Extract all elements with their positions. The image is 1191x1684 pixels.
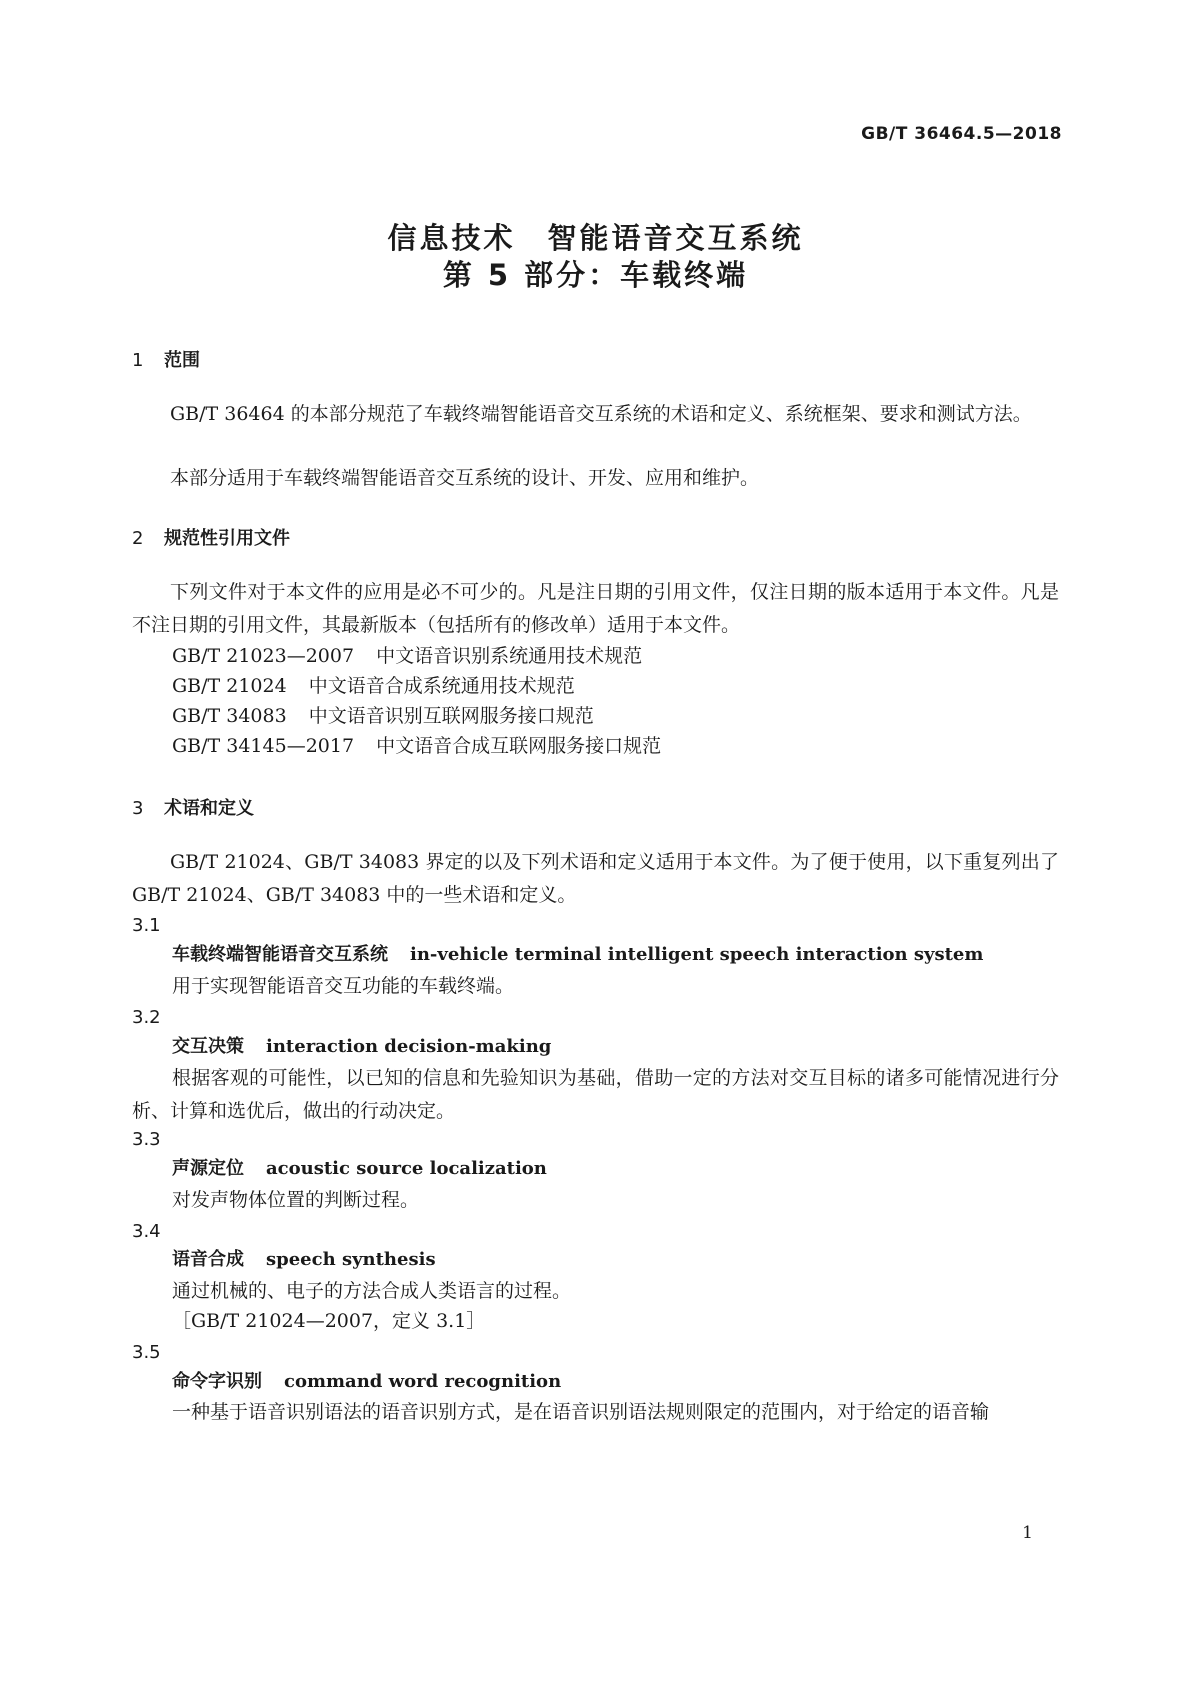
term-definition: 一种基于语音识别语法的语音识别方式，是在语音识别语法规则限定的范围内，对于给定的语音输 — [172, 1401, 990, 1423]
section-2-paragraph-1: 下列文件对于本文件的应用是必不可少的。凡是注日期的引用文件，仅注日期的版本适用于本文件。凡是不注日期的引用文件，其最新版本（包括所有的修改单）适用于本文件。 — [132, 581, 1059, 636]
term-definition: 通过机械的、电子的方法合成人类语言的过程。 — [172, 1280, 572, 1302]
term-number: 3.1 — [132, 915, 161, 936]
section-title: 范围 — [164, 350, 200, 371]
reference-code: GB/T 34145—2017 — [172, 735, 355, 757]
term-number: 3.5 — [132, 1342, 161, 1363]
section-1-paragraph-1: GB/T 36464 的本部分规范了车载终端智能语音交互系统的术语和定义、系统框架、要求和测试方法。 — [170, 403, 1032, 425]
section-1-heading — [132, 346, 200, 372]
reference-title: 中文语音合成互联网服务接口规范 — [376, 735, 662, 757]
term-chinese: 语音合成 — [172, 1249, 244, 1270]
section-number: 2 — [132, 528, 144, 549]
section-3-heading — [132, 794, 254, 820]
document-title-line-2: 第 5 部分：车载终端 — [442, 258, 749, 292]
document-title-line-1: 信息技术 智能语音交互系统 — [387, 221, 804, 255]
term-definition: 根据客观的可能性，以已知的信息和先验知识为基础，借助一定的方法对交互目标的诸多可能情况进行分析、计算和选优后，做出的行动决定。 — [132, 1067, 1059, 1122]
term-entry — [172, 938, 983, 971]
section-title: 规范性引用文件 — [164, 528, 290, 549]
section-2-heading — [132, 524, 290, 550]
section-number: 3 — [132, 798, 144, 819]
section-number: 1 — [132, 350, 144, 371]
reference-code: GB/T 34083 — [172, 705, 287, 727]
section-3-paragraph-1: GB/T 21024、GB/T 34083 界定的以及下列术语和定义适用于本文件。为了便于使用，以下重复列出了 GB/T 21024、GB/T 34083 中的一些术语和定义。 — [132, 851, 1059, 906]
term-english: speech synthesis — [266, 1249, 436, 1270]
normative-reference-item — [172, 670, 575, 703]
reference-title: 中文语音识别系统通用技术规范 — [376, 645, 643, 667]
term-number: 3.3 — [132, 1129, 161, 1150]
term-number: 3.2 — [132, 1007, 161, 1028]
term-definition: 用于实现智能语音交互功能的车载终端。 — [172, 975, 515, 997]
page-number: 1 — [1022, 1523, 1033, 1543]
term-entry — [172, 1152, 547, 1185]
term-english: acoustic source localization — [266, 1158, 547, 1179]
term-english: command word recognition — [284, 1371, 562, 1392]
term-entry — [172, 1365, 561, 1398]
term-english: in-vehicle terminal intelligent speech interaction system — [410, 944, 984, 965]
normative-reference-item — [172, 730, 661, 763]
section-1-paragraph-2: 本部分适用于车载终端智能语音交互系统的设计、开发、应用和维护。 — [170, 467, 760, 489]
term-chinese: 交互决策 — [172, 1036, 244, 1057]
term-definition: 对发声物体位置的判断过程。 — [172, 1189, 420, 1211]
term-chinese: 声源定位 — [172, 1158, 244, 1179]
term-english: interaction decision-making — [266, 1036, 552, 1057]
reference-title: 中文语音合成系统通用技术规范 — [308, 675, 575, 697]
term-source: ［GB/T 21024—2007，定义 3.1］ — [172, 1310, 486, 1332]
reference-code: GB/T 21024 — [172, 675, 287, 697]
term-chinese: 命令字识别 — [172, 1371, 262, 1392]
normative-reference-item — [172, 700, 594, 733]
term-number: 3.4 — [132, 1221, 161, 1242]
normative-reference-item — [172, 640, 642, 673]
section-title: 术语和定义 — [164, 798, 254, 819]
term-chinese: 车载终端智能语音交互系统 — [172, 944, 388, 965]
standard-code: GB/T 36464.5—2018 — [861, 124, 1062, 144]
term-entry — [172, 1243, 436, 1276]
reference-code: GB/T 21023—2007 — [172, 645, 355, 667]
reference-title: 中文语音识别互联网服务接口规范 — [308, 705, 594, 727]
term-entry — [172, 1030, 551, 1063]
